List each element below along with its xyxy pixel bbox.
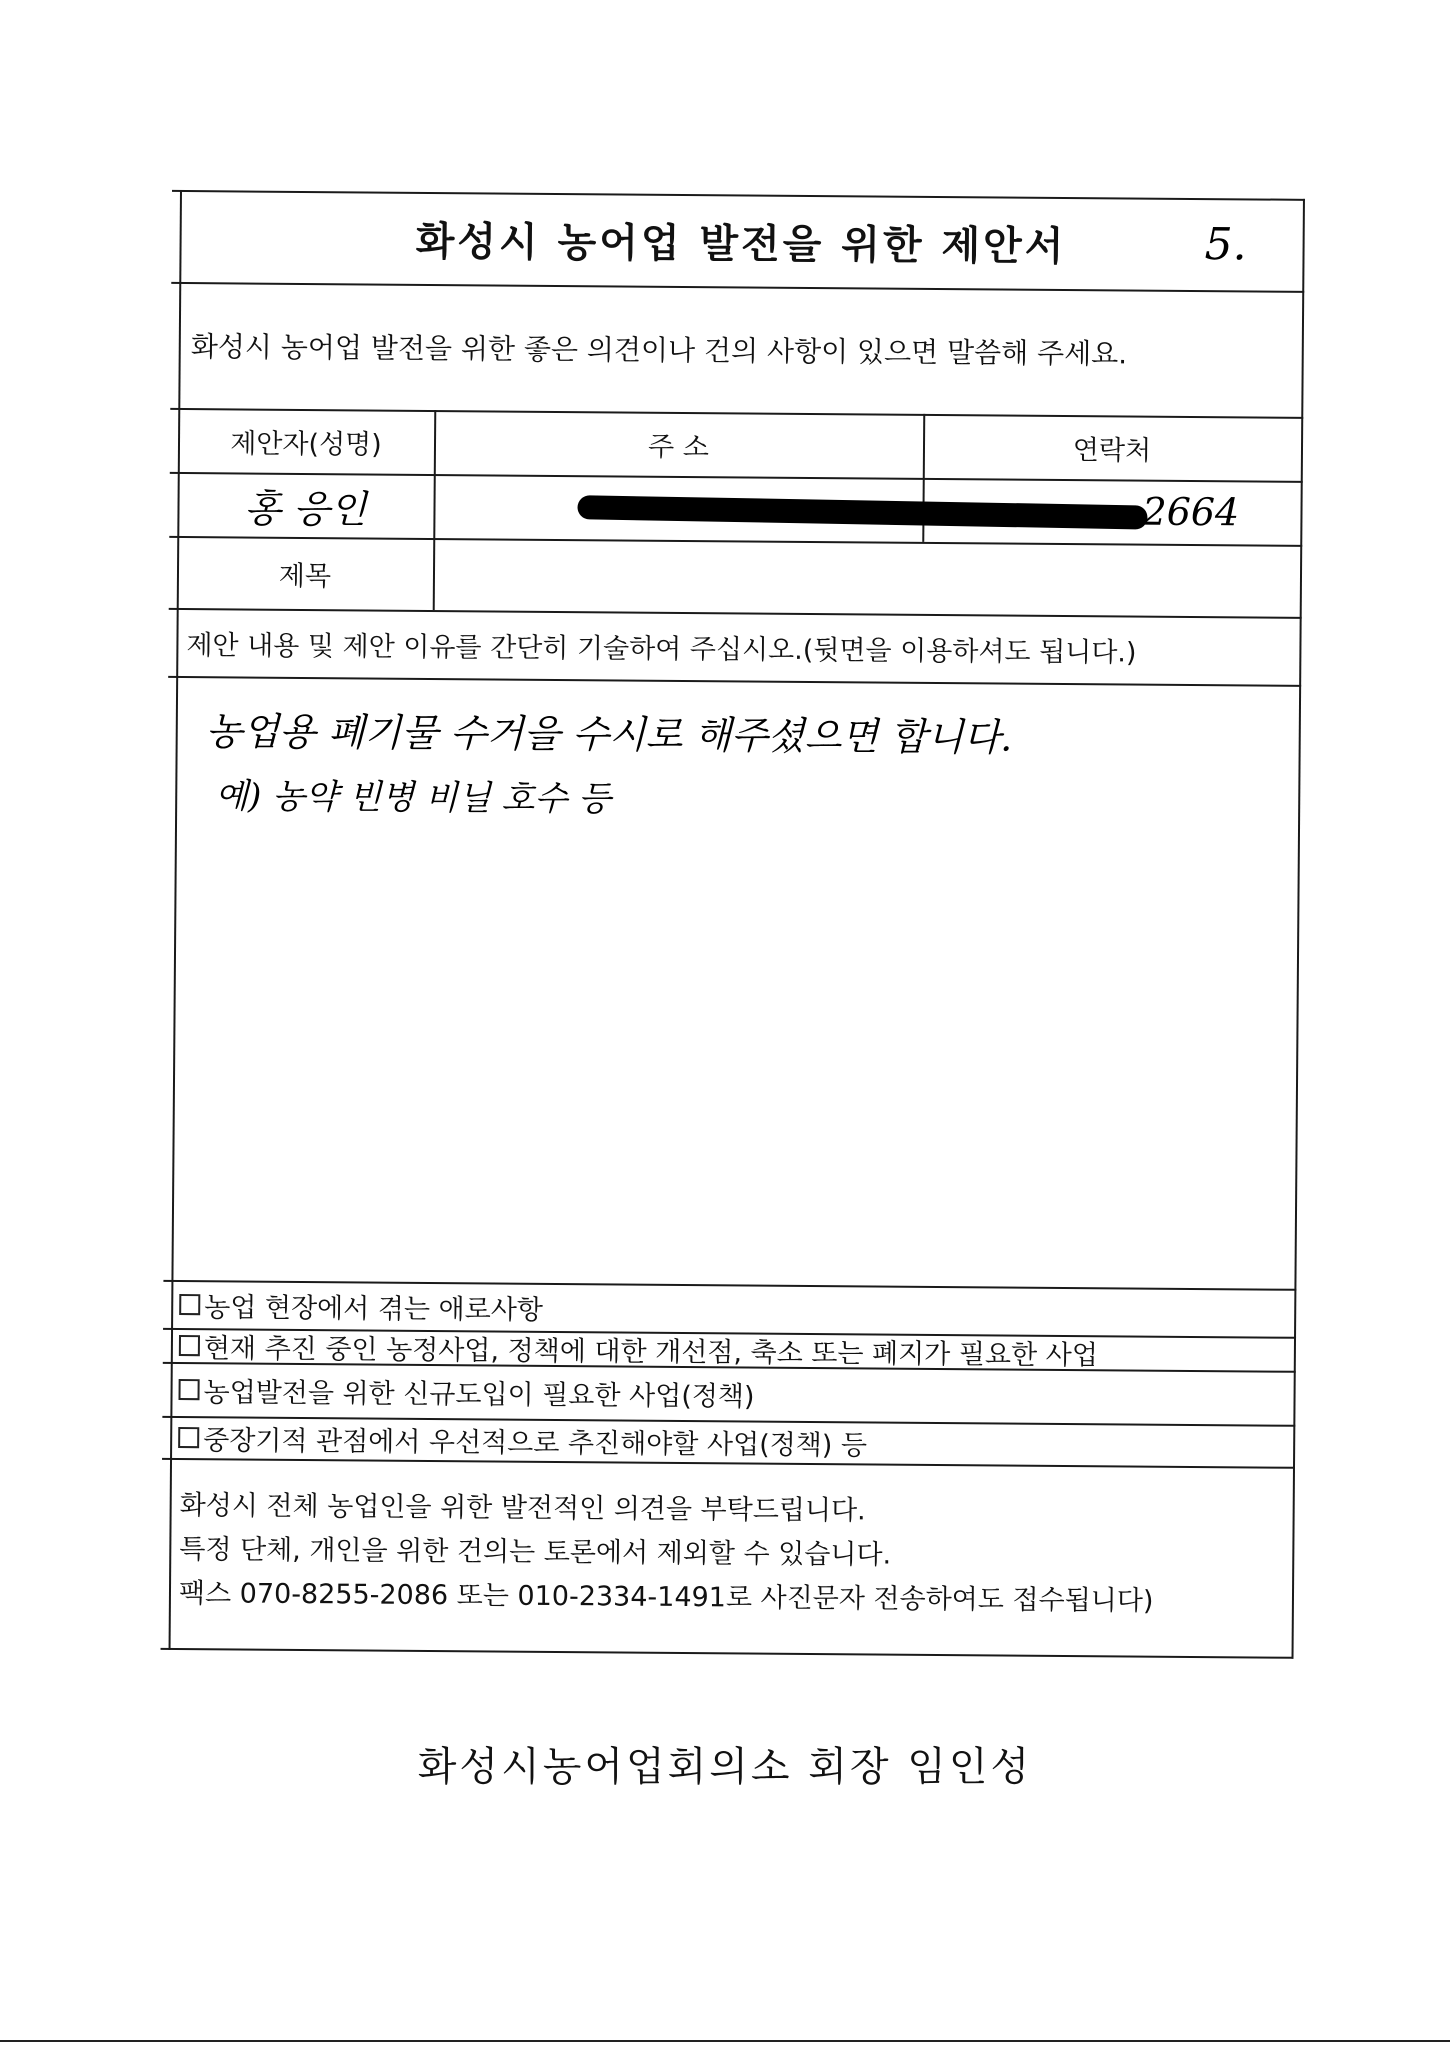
contact-value: 2664 bbox=[1142, 489, 1240, 535]
header-proposer: 제안자(성명) bbox=[230, 427, 382, 461]
checkbox-icon bbox=[179, 1294, 200, 1315]
checkbox-icon bbox=[179, 1335, 200, 1356]
content-line-1: 농업용 폐기물 수거을 수시로 해주셨으면 합니다. bbox=[205, 708, 1013, 760]
proposal-form bbox=[169, 190, 1305, 1659]
option-4 bbox=[178, 1416, 1288, 1467]
content-instruction: 제안 내용 및 제안 이유를 간단히 기술하여 주십시오.(뒷면을 이용하셔도 됩니다.) bbox=[186, 629, 1137, 669]
rule-bottom bbox=[161, 1648, 1294, 1659]
proposer-name: 홍 응인 bbox=[244, 486, 367, 531]
header-address: 주 소 bbox=[648, 431, 709, 463]
option-3 bbox=[178, 1362, 1288, 1425]
checkbox-icon bbox=[179, 1379, 200, 1400]
note-1: 화성시 전체 농업인을 위한 발전적인 의견을 부탁드립니다. bbox=[179, 1489, 866, 1526]
option-2-label: 현재 추진 중인 농정사업, 정책에 대한 개선점, 축소 또는 폐지가 필요한 사업 bbox=[203, 1332, 1099, 1371]
form-title: 화성시 농어업 발전을 위한 제안서 bbox=[415, 218, 1067, 270]
header-contact: 연락처 bbox=[1072, 434, 1152, 467]
note-3: 팩스 070-8255-2086 또는 010-2334-1491로 사진문자 전송하여도 접수됩니다) bbox=[178, 1577, 1154, 1617]
page-number-mark: 5. bbox=[1204, 218, 1247, 270]
footer-signature: 화성시농어업회의소 회장 임인성 bbox=[417, 1744, 1033, 1790]
option-4-label: 중장기적 관점에서 우선적으로 추진해야할 사업(정책) 등 bbox=[203, 1424, 868, 1461]
note-2: 특정 단체, 개인을 위한 건의는 토론에서 제외할 수 있습니다. bbox=[179, 1533, 892, 1571]
checkbox-icon bbox=[178, 1427, 199, 1448]
content-line-2: 예) 농약 빈병 비닐 호수 등 bbox=[215, 775, 612, 819]
subject-label: 제목 bbox=[278, 560, 332, 592]
option-3-label: 농업발전을 위한 신규도입이 필요한 사업(정책) bbox=[203, 1376, 755, 1413]
subject-value bbox=[447, 538, 1288, 617]
intro-text: 화성시 농어업 발전을 위한 좋은 의견이나 건의 사항이 있으면 말씀해 주세요. bbox=[190, 330, 1128, 371]
page-bottom-rule bbox=[0, 2040, 1450, 2042]
option-1-label: 농업 현장에서 겪는 애로사항 bbox=[204, 1291, 544, 1326]
